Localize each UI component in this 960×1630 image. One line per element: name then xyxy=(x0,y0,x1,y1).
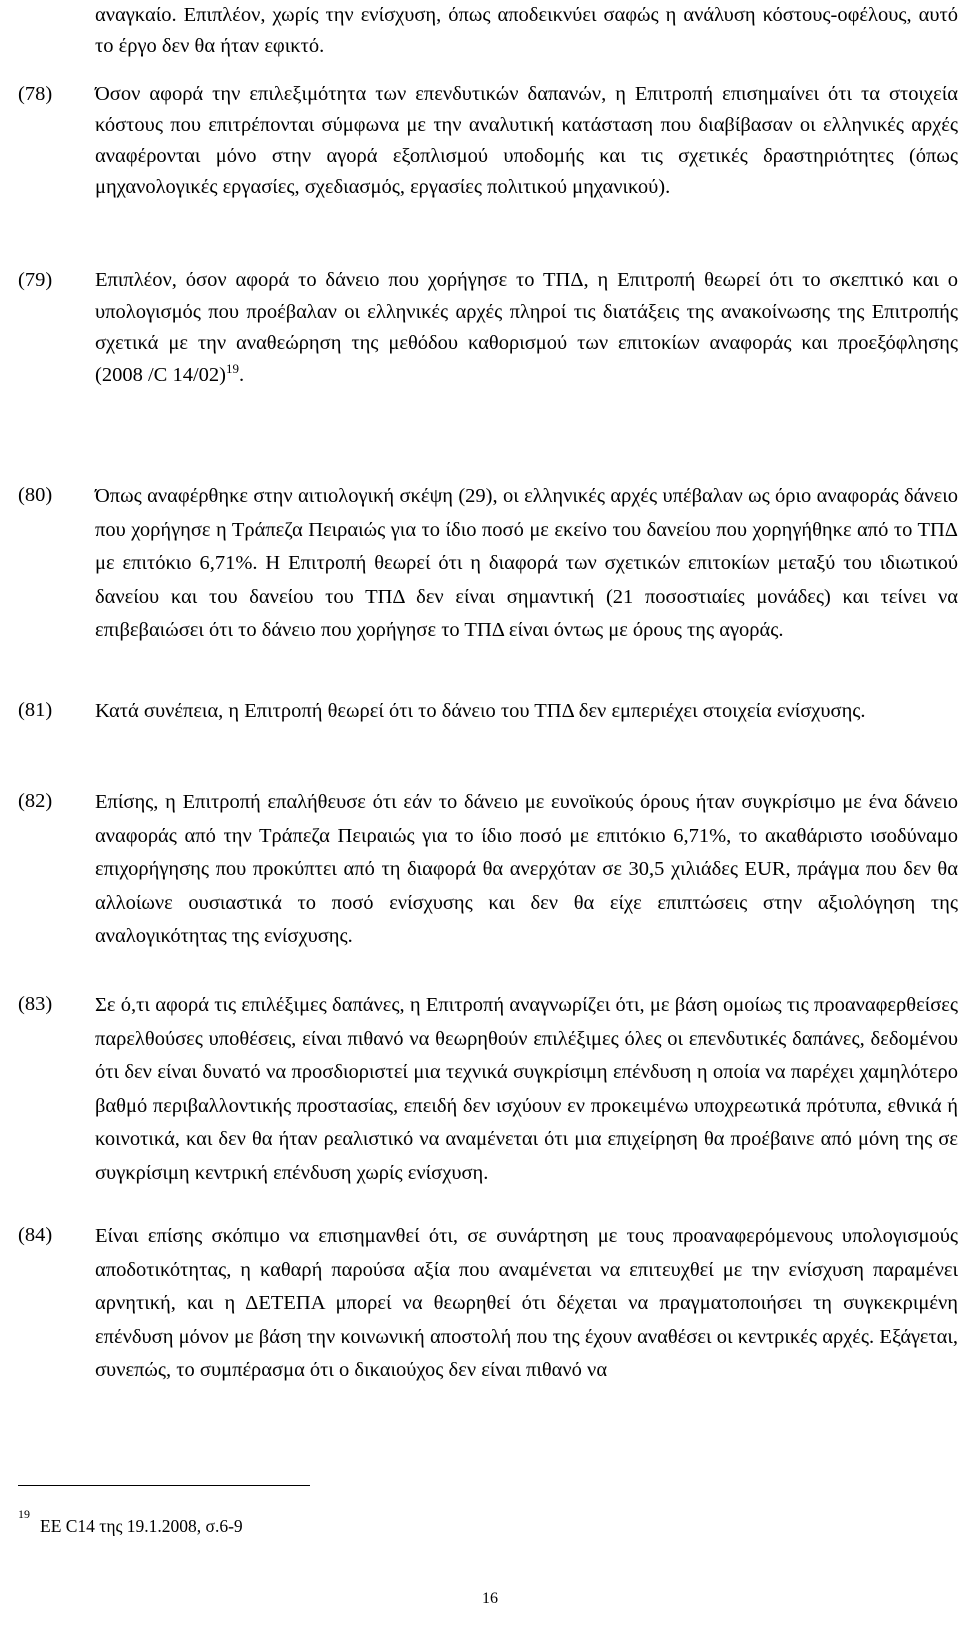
paragraph-number: (82) xyxy=(18,790,53,812)
paragraph-number: (81) xyxy=(18,699,53,721)
page-number: 16 xyxy=(482,1590,498,1607)
paragraph-number: (78) xyxy=(18,83,53,105)
paragraph-number: (84) xyxy=(18,1224,53,1246)
footnote-text: ΕΕ C14 της 19.1.2008, σ.6-9 xyxy=(40,1516,243,1536)
paragraph-text-body: Επιπλέον, όσον αφορά το δάνειο που χορήγησε το ΤΠΔ, η Επιτροπή θεωρεί ότι το σκεπτικό και ο υπολογισμός που προέβαλαν οι ελληνικές αρχές πληροί τις διατάξεις της ανακοίνωσης της Επιτροπής σχετικά με την αναθεώρηση της μεθόδου καθορισμού των επιτοκίων αναφοράς και προεξόφλησης (2008 /C 14/02) xyxy=(95,269,958,386)
intro-text: αναγκαίο. Επιπλέον, χωρίς την ενίσχυση, όπως αποδεικνύει σαφώς η ανάλυση κόστους-οφέλους, αυτό το έργο δεν θα ήταν εφικτό. xyxy=(95,4,958,57)
paragraph-text: Κατά συνέπεια, η Επιτροπή θεωρεί ότι το δάνειο του ΤΠΔ δεν εμπεριέχει στοιχεία ενίσχυσης. xyxy=(95,700,866,722)
paragraph-text-end: . xyxy=(238,363,245,386)
paragraph-text: Όσον αφορά την επιλεξιμότητα των επενδυτικών δαπανών, η Επιτροπή επισημαίνει ότι τα στοιχεία κόστους που επιτρέπονται σύμφωνα με την αναλυτική κατάσταση που διαβίβασαν οι ελληνικές αρχές αναφέρονται μόνο στην αγορά εξοπλισμού υποδομής και τις σχετικές δραστηριότητες (όπως μηχανολογικές εργασίες, σχεδιασμός, εργασίες πολιτικού μηχανικού). xyxy=(95,83,958,198)
paragraph-number: (79) xyxy=(18,269,53,291)
paragraph-text: Σε ό,τι αφορά τις επιλέξιμες δαπάνες, η Επιτροπή αναγνωρίζει ότι, με βάση ομοίως τις προαναφερθείσες παρελθούσες υποθέσεις, είναι πιθανό να θεωρηθούν επιλέξιμες όλες οι επενδυτικές δαπάνες, δεδομένου ότι δεν είναι δυνατό να προσδιοριστεί μια τεχνικά συγκρίσιμη επένδυση η οποία να παρέχει χαμηλότερο βαθμό περιβαλλοντικής προστασίας, επειδή δεν ισχύουν εν προκειμένω υποχρεωτικά πρότυπα, εθνικά ή κοινοτικά, και δεν θα ήταν ρεαλιστικό να αναμένεται ότι μια επιχείρηση θα προέβαινε από μόνη της σε συγκρίσιμη κεντρική επένδυση χωρίς ενίσχυση. xyxy=(95,994,958,1184)
footnote-separator xyxy=(18,1485,310,1486)
footnote-mark: 19 xyxy=(18,1507,30,1521)
footnote-reference[interactable]: 19 xyxy=(225,360,239,376)
paragraph-number: (80) xyxy=(18,484,53,506)
paragraph-number: (83) xyxy=(18,993,53,1015)
paragraph-text: Επίσης, η Επιτροπή επαλήθευσε ότι εάν το δάνειο με ευνοϊκούς όρους ήταν συγκρίσιμο με ένα δάνειο αναφοράς από την Τράπεζα Πειραιώς για το ίδιο ποσό με επιτόκιο 6,71%, το ακαθάριστο ισοδύναμο επιχορήγησης που προκύπτει από τη διαφορά θα ανερχόταν σε 30,5 χιλιάδες EUR, πράγμα που δεν θα αλλοίωνε ουσιαστικά το ποσό ενίσχυσης και δεν θα είχε επιπτώσεις στην αξιολόγηση της αναλογικότητας της ενίσχυσης. xyxy=(95,791,958,948)
paragraph-text xyxy=(95,265,958,391)
paragraph-text: Είναι επίσης σκόπιμο να επισημανθεί ότι, σε συνάρτηση με τους προαναφερόμενους υπολογισμούς αποδοτικότητας, η καθαρή παρούσα αξία που αναμένεται να επιτευχθεί με την ενίσχυση παραμένει αρνητική, και η ΔΕΤΕΠΑ μπορεί να θεωρηθεί ότι δέχεται να πραγματοποιήσει τη συγκεκριμένη επένδυση μόνον με βάση την κοινωνική αποστολή που της έχουν αναθέσει οι κεντρικές αρχές. Εξάγεται, συνεπώς, το συμπέρασμα ότι ο δικαιούχος δεν είναι πιθανό να xyxy=(95,1225,958,1382)
paragraph-text: Όπως αναφέρθηκε στην αιτιολογική σκέψη (29), οι ελληνικές αρχές υπέβαλαν ως όριο αναφοράς δάνειο που χορήγησε η Τράπεζα Πειραιώς για το ίδιο ποσό με εκείνο του δανείου που χορηγήθηκε από το ΤΠΔ με επιτόκιο 6,71%. Η Επιτροπή θεωρεί ότι η διαφορά των σχετικών επιτοκίων μεταξύ του ιδιωτικού δανείου και του δανείου του ΤΠΔ δεν είναι σημαντική (21 ποσοστιαίες μονάδες) και τείνει να επιβεβαιώσει ότι το δάνειο που χορήγησε το ΤΠΔ είναι όντως με όρους της αγοράς. xyxy=(95,485,958,641)
